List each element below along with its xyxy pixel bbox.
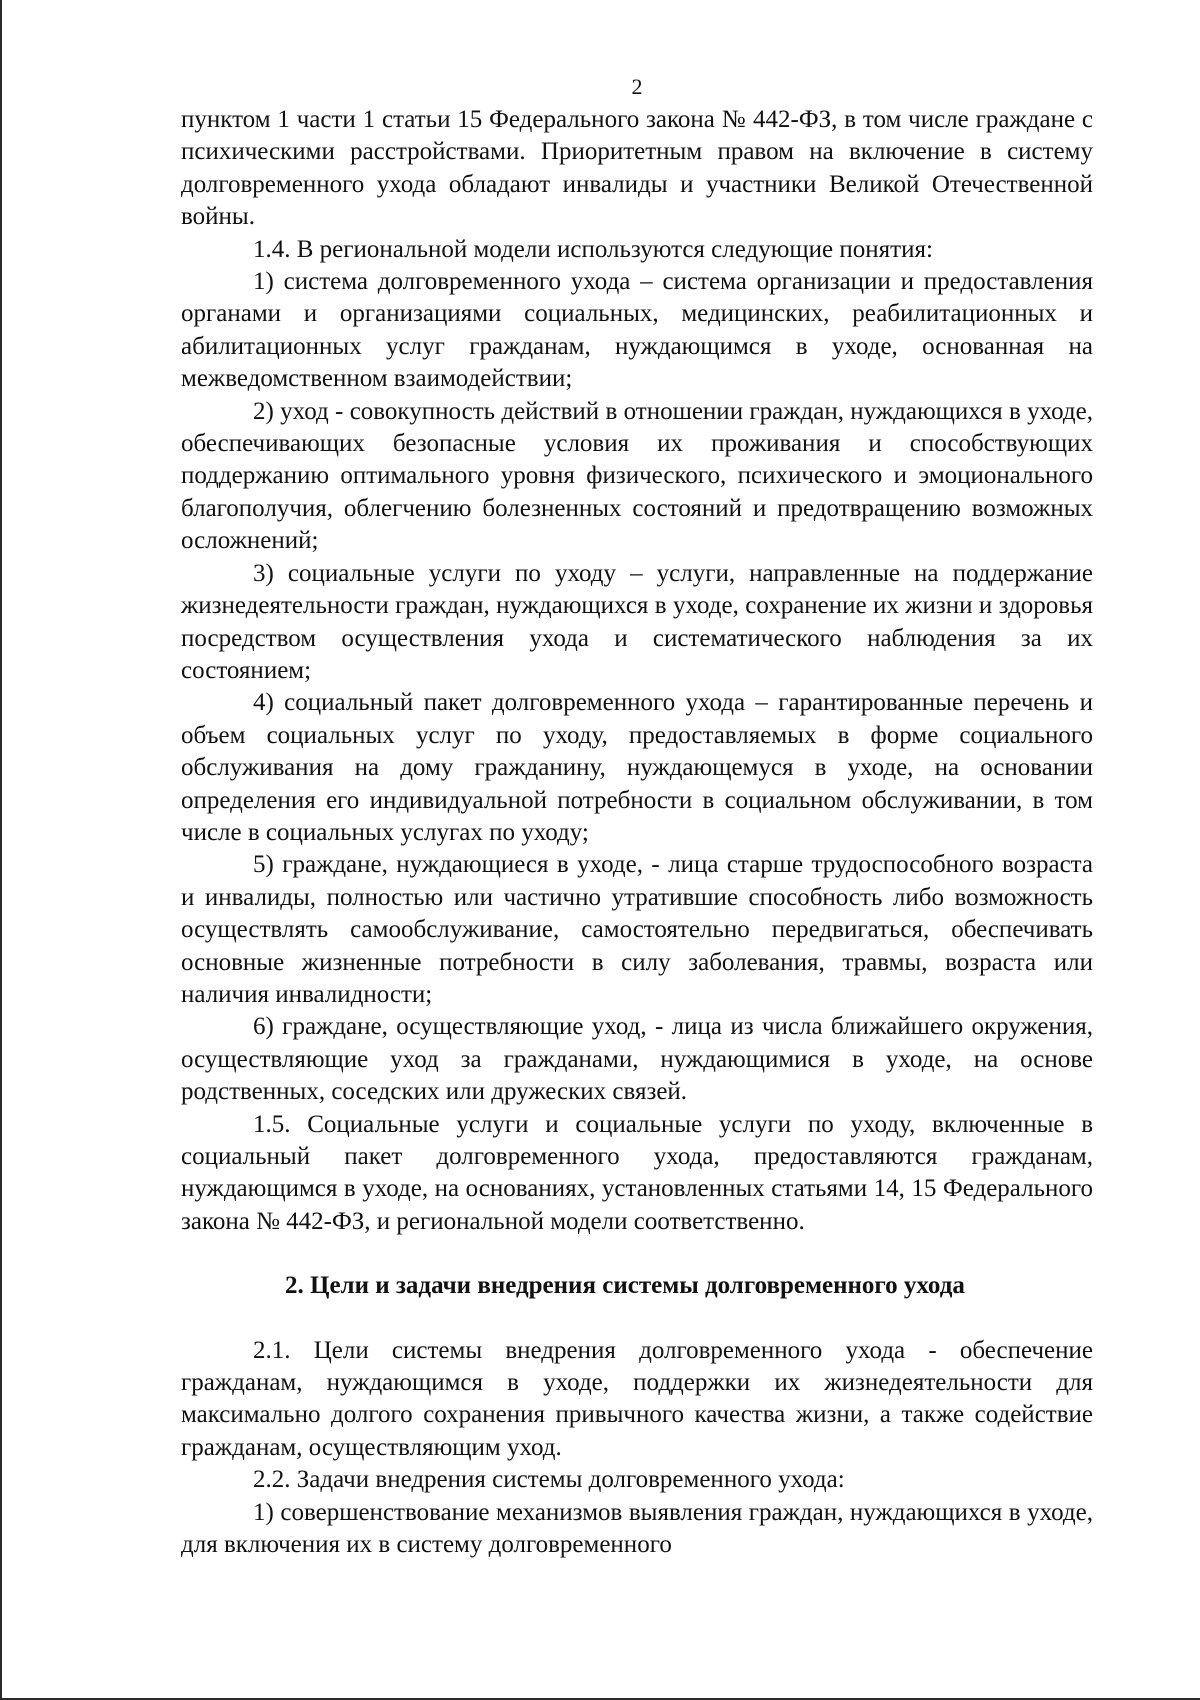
definition-item-3: 3) социальные услуги по уходу – услуги, направленные на поддержание жизнедеятельности граждан, нуждающихся в уходе, сохранение их жизни и здоровья посредством осуществления ухода и систематического наблюдения за их состоянием;: [181, 559, 1093, 684]
definition-item-6: 6) граждане, осуществляющие уход, - лица из числа ближайшего окружения, осуществляющие уход за гражданами, нуждающимися в уходе, на основе родственных, соседских или дружеских связей.: [181, 1013, 1093, 1106]
scan-left-edge: [0, 0, 2, 1700]
paragraph-2-1: 2.1. Цели системы внедрения долговременного ухода - обеспечение гражданам, нуждающимся в уходе, поддержки их жизнедеятельности для максимально долгого сохранения привычного качества жизни, а также содействие гражданам, осуществляющим уход.: [181, 1336, 1093, 1461]
task-item-1: 1) совершенствование механизмов выявления граждан, нуждающихся в уходе, для включения их в систему долговременного: [181, 1498, 1093, 1559]
paragraph-2-2: 2.2. Задачи внедрения системы долговременного ухода:: [253, 1466, 845, 1494]
definition-item-1: 1) система долговременного ухода – система организации и предоставления органами и организациями социальных, медицинских, реабилитационных и абилитационных услуг гражданам, нуждающимся в уходе, основанная на межведомственном взаимодействии;: [181, 268, 1093, 393]
paragraph-continuation: пунктом 1 части 1 статьи 15 Федерального закона № 442-ФЗ, в том числе граждане с психическими расстройствами. Приоритетным правом на включение в систему долговременного ухода обладают инвалиды и участники Великой Отечественной войны.: [181, 106, 1093, 231]
definition-item-2: 2) уход - совокупность действий в отношении граждан, нуждающихся в уходе, обеспечивающих безопасные условия их проживания и способствующих поддержанию оптимального уровня физического, психического и эмоционального благополучия, облегчению болезненных состояний и предотвращению возможных осложнений;: [181, 397, 1093, 555]
section-2-heading: 2. Цели и задачи внедрения системы долговременного ухода: [285, 1272, 965, 1300]
definition-item-4: 4) социальный пакет долговременного ухода – гарантированные перечень и объем социальных услуг по уходу, предоставляемых в форме социального обслуживания на дому гражданину, нуждающемуся в уходе, на основании определения его индивидуальной потребности в социальном обслуживании, в том числе в социальных услугах по уходу;: [181, 689, 1093, 846]
page-number: 2: [631, 74, 643, 99]
spacer: [181, 1238, 1093, 1270]
paragraph-1-5: 1.5. Социальные услуги и социальные услуги по уходу, включенные в социальный пакет долговременного ухода, предоставляются гражданам, нуждающимся в уходе, на основаниях, установленных статьями 14, 15 Федерального закона № 442-ФЗ, и региональной модели соответственно.: [181, 1110, 1093, 1235]
definition-item-5: 5) граждане, нуждающиеся в уходе, - лица старше трудоспособного возраста и инвалиды, полностью или частично утратившие способность либо возможность осуществлять самообслуживание, самостоятельно передвигаться, обеспечивать основные жизненные потребности в силу заболевания, травмы, возраста или наличия инвалидности;: [181, 851, 1093, 1008]
spacer: [181, 1303, 1093, 1335]
paragraph-1-4: 1.4. В региональной модели используются следующие понятия:: [253, 235, 933, 263]
page-content: [181, 72, 1093, 1561]
